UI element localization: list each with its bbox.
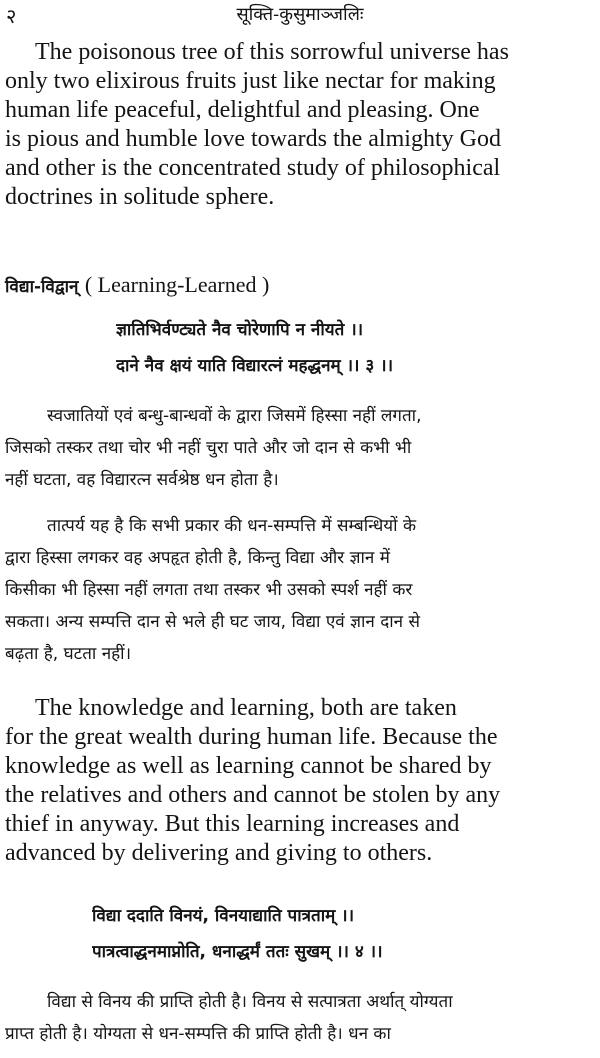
text-line: human life peaceful, delightful and pleasing. One: [5, 97, 480, 123]
intro-paragraph-en: [5, 38, 595, 212]
running-title: सूक्ति-कुसुमाञ्जलिः: [236, 4, 364, 25]
text-line: doctrines in solitude sphere.: [5, 184, 275, 210]
text-line: प्राप्त होती है। योग्यता से धन-सम्पत्ति की प्राप्ति होती है। धन का: [5, 1024, 391, 1044]
section-heading: [5, 272, 269, 298]
text-line: thief in anyway. But this learning increases and: [5, 811, 460, 837]
text-line: विद्या से विनय की प्राप्ति होती है। विनय से सत्पात्रता अर्थात् योग्यता: [47, 992, 453, 1012]
text-line: The knowledge and learning, both are taken: [35, 695, 457, 721]
text-line: the relatives and others and cannot be stolen by any: [5, 782, 501, 808]
text-line: knowledge as well as learning cannot be shared by: [5, 753, 492, 779]
verse-4: [0, 898, 600, 970]
page-header: [6, 2, 594, 28]
text-line: किसीका भी हिस्सा नहीं लगता तथा तस्कर भी उसको स्पर्श नहीं कर: [5, 580, 413, 600]
text-line: स्वजातियों एवं बन्धु-बान्धवों के द्वारा जिसमें हिस्सा नहीं लगता,: [47, 406, 422, 426]
text-line: advanced by delivering and giving to others.: [5, 840, 433, 866]
verse-3: [0, 312, 600, 384]
verse-line: पात्रत्वाद्धनमाप्नोति, धनाद्धर्मं ततः सुखम् ।। ४ ।।: [92, 942, 383, 962]
verse-line: विद्या ददाति विनयं, विनयाद्याति पात्रताम् ।।: [92, 906, 355, 926]
text-line: बढ़ता है, घटता नहीं।: [5, 644, 132, 664]
section-heading-hindi: विद्या-विद्वान्: [5, 277, 79, 297]
text-line: only two elixirous fruits just like nectar for making: [5, 68, 496, 94]
text-line: is pious and humble love towards the almighty God: [5, 126, 501, 152]
verse-line: ज्ञातिभिर्वण्ट्यते नैव चोरेणापि न नीयते ।।: [116, 320, 364, 340]
text-line: द्वारा हिस्सा लगकर वह अपहृत होती है, किन्तु विद्या और ज्ञान में: [5, 548, 390, 568]
text-line: नहीं घटता, वह विद्यारत्न सर्वश्रेष्ठ धन होता है।: [5, 470, 279, 490]
text-line: The poisonous tree of this sorrowful universe has: [35, 39, 509, 65]
commentary-3-hindi: [5, 510, 595, 670]
text-line: for the great wealth during human life. Because the: [5, 724, 498, 750]
text-line: सकता। अन्य सम्पत्ति दान से भले ही घट जाय, विद्या एवं ज्ञान दान से: [5, 612, 420, 632]
translation-3-hindi: [5, 400, 595, 496]
text-line: तात्पर्य यह है कि सभी प्रकार की धन-सम्पत्ति में सम्बन्धियों के: [47, 516, 417, 536]
translation-4-hindi: [5, 986, 595, 1050]
verse-line: दाने नैव क्षयं याति विद्यारत्नं महद्धनम् ।। ३ ।।: [116, 356, 394, 376]
section-heading-english: ( Learning-Learned ): [84, 272, 270, 297]
text-line: जिसको तस्कर तथा चोर भी नहीं चुरा पाते और जो दान से कभी भी: [5, 438, 412, 458]
page-number: २: [6, 4, 17, 28]
text-line: and other is the concentrated study of philosophical: [5, 155, 501, 181]
translation-3-english: [5, 694, 595, 868]
